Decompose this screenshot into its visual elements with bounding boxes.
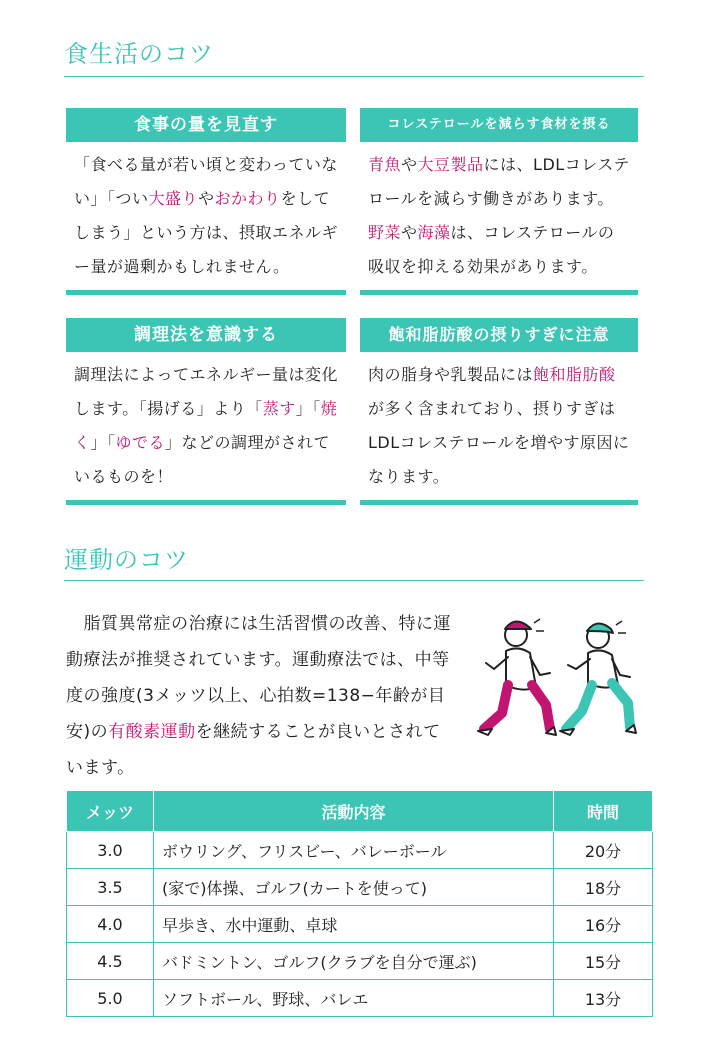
card-title: コレステロールを減らす食材を摂る — [360, 108, 638, 142]
card-body — [66, 352, 346, 494]
diet-card-cooking — [66, 318, 346, 505]
highlight-text: 蒸す — [262, 399, 296, 418]
body-text: 調理法によってエネルギー量は変化します。「揚げる」より「 — [74, 365, 339, 418]
table-row — [67, 906, 653, 943]
cell-time: 13分 — [554, 980, 653, 1017]
exercise-section-divider — [64, 580, 644, 581]
highlight-text: 飽和脂肪酸 — [533, 365, 616, 384]
body-text: 」「 — [295, 399, 321, 418]
runner-man — [478, 621, 556, 735]
highlight-text: 野菜 — [368, 223, 402, 242]
table-row — [67, 832, 653, 869]
highlight-text: 大豆製品 — [417, 155, 484, 174]
cell-time: 16分 — [554, 906, 653, 943]
card-bottom-bar — [66, 290, 346, 295]
body-text: は、コレステロールの吸収を抑える効果があります。 — [368, 223, 615, 276]
body-text: 肉の脂身や乳製品には — [368, 365, 534, 384]
table-header-row — [67, 791, 653, 832]
cell-time: 18分 — [554, 869, 653, 906]
cell-activity: 早歩き、水中運動、卓球 — [154, 906, 554, 943]
exercise-section-title: 運動のコツ — [64, 546, 189, 574]
body-text: や — [401, 223, 418, 242]
table-row — [67, 943, 653, 980]
cell-mets: 3.0 — [67, 832, 154, 869]
highlight-text: ゆでる — [115, 433, 166, 452]
card-bottom-bar — [66, 500, 346, 505]
body-text: や — [198, 189, 215, 208]
card-bottom-bar — [360, 500, 638, 505]
body-text: 」「 — [90, 433, 116, 452]
cell-activity: ソフトボール、野球、バレエ — [154, 980, 554, 1017]
diet-card-foods — [360, 108, 638, 295]
cell-activity: ボウリング、フリスビー、バレーボール — [154, 832, 554, 869]
header-time: 時間 — [554, 791, 653, 832]
card-bottom-bar — [360, 290, 638, 295]
cell-activity: バドミントン、ゴルフ(クラブを自分で運ぶ) — [154, 943, 554, 980]
exercise-intro — [66, 606, 456, 786]
highlight-text: 青魚 — [368, 155, 402, 174]
card-title: 調理法を意識する — [66, 318, 346, 352]
diet-section-title: 食生活のコツ — [64, 40, 214, 68]
body-text: 「食べる量が若い頃と変わっていない」「つい — [74, 155, 338, 208]
header-activity: 活動内容 — [154, 791, 554, 832]
card-body — [360, 352, 638, 494]
body-text: 」などの調理がされているものを！ — [74, 433, 331, 486]
cell-time: 20分 — [554, 832, 653, 869]
cell-mets: 4.5 — [67, 943, 154, 980]
cell-mets: 5.0 — [67, 980, 154, 1017]
runner-woman — [560, 623, 636, 735]
highlight-text: 焼く — [74, 399, 338, 452]
highlight-text: 有酸素運動 — [108, 722, 196, 742]
diet-card-saturated-fat — [360, 318, 638, 505]
card-body — [360, 142, 638, 284]
card-title: 飽和脂肪酸の摂りすぎに注意 — [360, 318, 638, 352]
cell-mets: 4.0 — [67, 906, 154, 943]
cell-mets: 3.5 — [67, 869, 154, 906]
highlight-text: 大盛り — [148, 189, 199, 208]
body-text: 脂質異常症の治療には生活習慣の改善、特に運動療法が推奨されています。運動療法では、中等度の強度(3メッツ以上、心拍数=138−年齢が目安)の — [66, 614, 451, 742]
table-row — [67, 869, 653, 906]
diet-card-portion — [66, 108, 346, 295]
body-text: には、LDLコレステロールを減らす働きがあります。 — [368, 155, 630, 208]
highlight-text: おかわり — [214, 189, 281, 208]
diet-section-divider — [64, 76, 644, 77]
cell-activity: (家で)体操、ゴルフ(カートを使って) — [154, 869, 554, 906]
highlight-text: 海藻 — [417, 223, 451, 242]
mets-table — [66, 790, 653, 1017]
body-text: や — [401, 155, 418, 174]
card-body — [66, 142, 346, 284]
body-text: をしてしまう」という方は、摂取エネルギー量が過剰かもしれません。 — [74, 189, 339, 276]
jogging-couple-illustration — [470, 605, 650, 765]
table-row — [67, 980, 653, 1017]
body-text: を継続することが良いとされています。 — [66, 722, 441, 778]
card-title: 食事の量を見直す — [66, 108, 346, 142]
header-mets: メッツ — [67, 791, 154, 832]
cell-time: 15分 — [554, 943, 653, 980]
body-text: が多く含まれており、摂りすぎはLDLコレステロールを増やす原因になります。 — [368, 399, 630, 486]
